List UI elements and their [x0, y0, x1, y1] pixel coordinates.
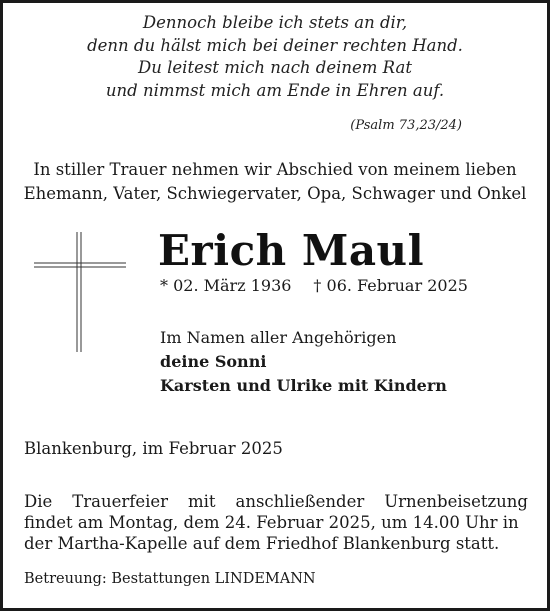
funeral-line: Die Trauerfeier mit anschließender Urnenbeisetzung [24, 492, 528, 511]
intro-line: Ehemann, Vater, Schwiegervater, Opa, Schwager und Onkel [23, 184, 527, 203]
mourners-lead: Im Namen aller Angehörigen [160, 328, 397, 347]
cross-icon [34, 232, 126, 352]
funeral-line: der Martha-Kapelle auf dem Friedhof Blankenburg statt. [24, 534, 500, 553]
funeral-info [24, 491, 528, 554]
deceased-name: Erich Maul [158, 226, 425, 275]
life-dates [160, 276, 468, 295]
verse-line: Dennoch bleibe ich stets an dir, [142, 13, 408, 32]
mourner-name: deine Sonni [160, 352, 267, 371]
verse-line: und nimmst mich am Ende in Ehren auf. [105, 80, 445, 100]
death-date: † 06. Februar 2025 [313, 276, 468, 295]
intro-text [0, 158, 550, 206]
birth-date: * 02. März 1936 [160, 276, 292, 295]
funeral-home-credit: Betreuung: Bestattungen LINDEMANN [24, 571, 316, 587]
place-date: Blankenburg, im Februar 2025 [24, 439, 283, 458]
verse-line: denn du hälst mich bei deiner rechten Hand. [87, 35, 463, 55]
mourners-block [160, 326, 447, 398]
intro-line: In stiller Trauer nehmen wir Abschied von meinem lieben [33, 160, 517, 179]
psalm-verse [0, 12, 550, 102]
psalm-reference: (Psalm 73,23/24) [350, 118, 462, 133]
mourner-name: Karsten und Ulrike mit Kindern [160, 376, 447, 395]
funeral-line: findet am Montag, dem 24. Februar 2025, um 14.00 Uhr in [24, 513, 519, 532]
verse-line: Du leitest mich nach deinem Rat [138, 58, 412, 77]
